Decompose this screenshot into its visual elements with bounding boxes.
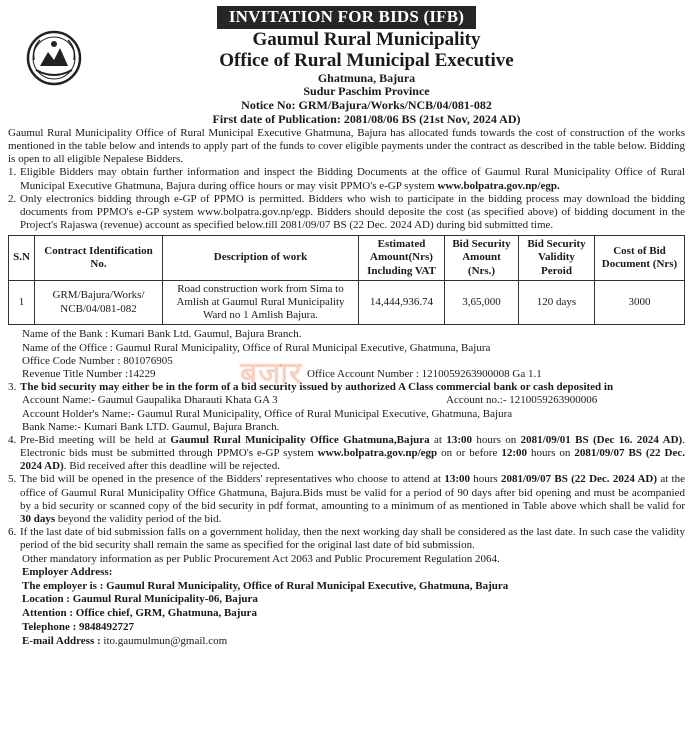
cell-contract-id: GRM/Bajura/Works/ NCB/04/081-082 <box>35 280 163 325</box>
cell-bid-security: 3,65,000 <box>445 280 519 325</box>
banner-title: INVITATION FOR BIDS (IFB) <box>217 6 476 29</box>
employer-email-row <box>8 635 685 649</box>
employer-location: Location : Gaumul Rural Municipality-06, Bajura <box>22 593 258 606</box>
office-account: Office Account Number : 1210059263900008 Ga 1.1 <box>307 367 542 380</box>
col-estimated-amount: Estimated Amount(Nrs) Including VAT <box>359 236 445 281</box>
bank-name: Name of the Bank : Kumari Bank Ltd. Gaumul, Bajura Branch. <box>22 328 302 341</box>
col-contract-id: Contract Identification No. <box>35 236 163 281</box>
watermark: बजार <box>240 356 303 391</box>
province: Sudur Paschim Province <box>303 84 430 99</box>
col-doc-cost: Cost of Bid Document (Nrs) <box>595 236 685 281</box>
account-no: Account no.:- 1210059263900006 <box>446 394 598 407</box>
item-4-bold: Gaumul Rural Municipality Office Ghatmuna,Bajura <box>170 433 430 446</box>
item-4-part: . Bid received after this deadline will be rejected. <box>63 460 280 473</box>
revenue-title: Revenue Title Number :14229 <box>22 367 156 380</box>
municipality-name: Gaumul Rural Municipality <box>252 29 481 51</box>
cell-validity: 120 days <box>519 280 595 325</box>
revenue-row <box>8 368 685 381</box>
item-number: 1. <box>8 166 17 179</box>
item-4-bold: 12:00 <box>501 447 527 460</box>
item-4-part: Pre-Bid meeting will be held at <box>20 433 171 446</box>
item-4-text <box>20 434 685 474</box>
cell-estimated-amount: 14,444,936.74 <box>359 280 445 325</box>
email-link[interactable]: ito.gaumulmun@gmail.com <box>103 634 228 647</box>
item-number: 4. <box>8 433 17 446</box>
item-6-text: If the last date of bid submission falls on a government holiday, then the next working day shall be considered as the last date. In such case the validity period of the bid security shall remain the same as specified for the original last date of bid submission. <box>20 526 685 552</box>
notice-number: Notice No: GRM/Bajura/Works/NCB/04/081-082 <box>241 98 492 113</box>
location: Ghatmuna, Bajura <box>317 70 416 85</box>
account-row <box>8 394 685 407</box>
item-5-bold: 2081/09/07 BS (22 Dec. 2024 AD) <box>501 473 658 486</box>
item-4-bold: 2081/09/07 BS (22 Dec. 2024 AD) <box>20 447 685 473</box>
item-4-part: at <box>429 433 447 446</box>
emblem-logo-icon <box>26 30 82 86</box>
table-row <box>9 280 685 325</box>
intro-paragraph: Gaumul Rural Municipality Office of Rural Municipal Executive Ghatmuna, Bajura has allocated funds towards the cost of construction of the works mentioned in the table below and intends to apply part of the funds to cover eligible payments under the contract as described in the table below. Bidding is open to all eligible Nepalese Bidders. <box>8 126 685 166</box>
item-1-text: Eligible Bidders may obtain further information and inspect the Bidding Documents at the office of Gaumul Rural Municipality Office of Rural Municipal Executive Ghatmuna, Bajura during office hours or may visit PPMO's e-GP system <box>20 166 685 192</box>
item-5 <box>8 473 685 526</box>
account-name: Account Name:- Gaumul Gaupalika Dharauti Khata GA 3 <box>22 394 278 407</box>
employer-telephone: Telephone : 9848492727 <box>22 620 135 633</box>
egp-link[interactable]: www.bolpatra.gov.np/egp. <box>437 179 560 192</box>
item-4-part: . Electronic bids must be submitted through PPMO's e-GP system <box>20 433 685 460</box>
office-code: Office Code Number : 801076905 <box>22 354 173 367</box>
item-5-text <box>20 473 685 526</box>
item-5-part: The bid will be opened in the presence of the Bidders' representatives who choose to attend at <box>20 473 445 486</box>
account-bank: Bank Name:- Kumari Bank LTD. Gaumul, Bajura Branch. <box>22 420 280 433</box>
item-2-text: Only electronics bidding through e-GP of PPMO is permitted. Bidders who wish to participate in the bidding process may download the bidding documents from PPMO's e-GP system www.bolpatra.gov.np/egp. Bidders should deposite the cost (as specified above) of bidding document in the Project's Rajaswa (revenue) account as specified below.till 2081/09/07 BS (22 Dec. 2024 AD) during bid submitted time. <box>20 192 685 232</box>
item-number: 5. <box>8 473 17 486</box>
col-description: Description of work <box>163 236 359 281</box>
account-holder: Account Holder's Name:- Gaumul Rural Municipality, Office of Rural Municipal Executive, Ghatmuna, Bajura <box>22 407 513 420</box>
email-label: E-mail Address : <box>22 634 104 647</box>
item-5-part: hours <box>469 473 501 486</box>
item-4-bold: 2081/09/01 BS (Dec 16. 2024 AD) <box>520 433 683 446</box>
table-header-row <box>9 236 685 281</box>
item-6 <box>8 526 685 552</box>
item-4-part: hours on <box>527 447 575 460</box>
header-block <box>48 29 685 127</box>
col-validity: Bid Security Validity Peroid <box>519 236 595 281</box>
cell-sn: 1 <box>9 280 35 325</box>
cell-description: Road construction work from Sima to Amlish at Gaumul Rural Municipality Ward no 1 Amlish Bajura. <box>163 280 359 325</box>
col-sn: S.N <box>9 236 35 281</box>
cell-doc-cost: 3000 <box>595 280 685 325</box>
item-4-bold: 13:00 <box>446 433 473 446</box>
item-4-part: hours on <box>472 433 521 446</box>
office-name-line: Name of the Office : Gaumul Rural Municipality, Office of Rural Municipal Executive, Ghatmuna, Bajura <box>22 341 491 354</box>
item-4 <box>8 434 685 474</box>
item-number: 3. <box>8 381 17 394</box>
works-table <box>8 235 685 325</box>
employer-attention: Attention : Office chief, GRM, Ghatmuna, Bajura <box>22 607 257 620</box>
other-info: Other mandatory information as per Public Procurement Act 2063 and Public Procurement Regulation 2064. <box>22 552 500 565</box>
col-bid-security: Bid Security Amount (Nrs.) <box>445 236 519 281</box>
item-3 <box>8 381 685 394</box>
item-5-part: beyond the validity period of the bid. <box>55 513 222 526</box>
item-text <box>20 166 685 192</box>
item-1 <box>8 166 685 192</box>
publication-date: First date of Publication: 2081/08/06 BS (21st Nov, 2024 AD) <box>212 111 521 126</box>
item-4-part: on or before <box>437 447 502 460</box>
item-5-bold: 13:00 <box>444 473 470 486</box>
employer-heading: Employer Address: <box>22 565 113 578</box>
employer-name: The employer is : Gaumul Rural Municipality, Office of Rural Municipal Executive, Ghatmuna, Bajura <box>22 579 509 592</box>
item-number: 2. <box>8 192 17 205</box>
item-number: 6. <box>8 526 17 539</box>
item-3-text: The bid security may either be in the form of a bid security issued by authorized A Class commercial bank or cash deposited in <box>20 381 614 394</box>
item-5-bold: 30 days <box>20 513 56 526</box>
item-5-part: at the office of Gaumul Rural Municipality Office Ghatmuna, Bajura.Bids must be valid for a period of 90 days after bid opening and must be acompanied by a bid security or scanned copy of the bid security in pdf format, amounting to a minimum of as mentioned in Table above which shall be valid for <box>20 473 685 512</box>
item-2 <box>8 193 685 233</box>
banner-wrap <box>8 6 685 29</box>
office-name: Office of Rural Municipal Executive <box>219 50 514 72</box>
egp-link[interactable]: www.bolpatra.gov.np/egp <box>317 447 438 460</box>
